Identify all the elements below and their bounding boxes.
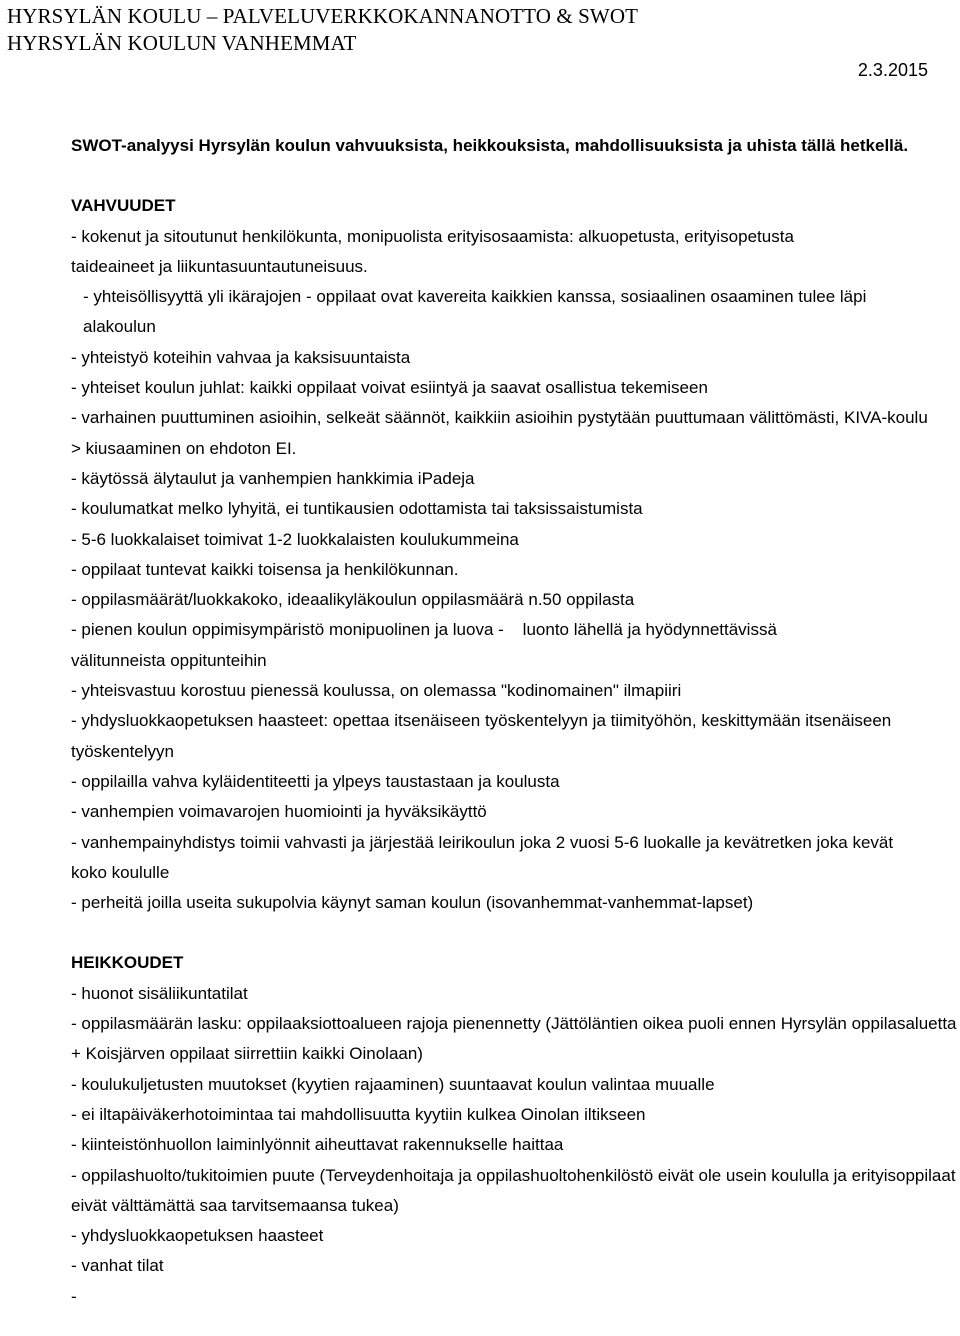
list-item: - yhteisvastuu korostuu pienessä koulussa, on olemassa "kodinomainen" ilmapiiri [71,681,682,701]
list-item: - koulukuljetusten muutokset (kyytien rajaaminen) suuntaavat koulun valintaa muualle [71,1074,715,1094]
document-body [71,131,960,1312]
list-item: - oppilailla vahva kyläidentiteetti ja ylpeys taustastaan ja koulusta [71,771,560,791]
document-header-title: HYRSYLÄN KOULU – PALVELUVERKKOKANNANOTTO & SWOT [7,4,639,28]
list-item: - kokenut ja sitoutunut henkilökunta, monipuolista erityisosaamista: alkuopetusta, erityisopetusta taideaineet ja liikuntasuuntautuneisuus. [71,226,794,276]
list-item: - yhdysluokkaopetuksen haasteet [71,1226,324,1246]
list-item: - kiinteistönhuollon laiminlyönnit aiheuttavat rakennukselle haittaa [71,1135,564,1155]
list-item: - pienen koulun oppimisympäristö monipuolinen ja luova - luonto lähellä ja hyödynnettävissä välitunneista oppitunteihin [71,620,782,670]
list-item: - perheitä joilla useita sukupolvia käynyt saman koulun (isovanhemmat-vanhemmat-lapset) [71,893,754,913]
document-header-subtitle: HYRSYLÄN KOULUN VANHEMMAT [7,31,357,55]
list-item: - yhteistyö koteihin vahvaa ja kaksisuuntaista [71,347,411,367]
list-item: - koulumatkat melko lyhyitä, ei tuntikausien odottamista tai taksissaistumista [71,499,643,519]
list-item: - varhainen puuttuminen asioihin, selkeät säännöt, kaikkiin asioihin pystytään puuttumaan välittömästi, KIVA-koulu > kiusaaminen on ehdoton EI. [71,408,928,458]
list-item: - käytössä älytaulut ja vanhempien hankkimia iPadeja [71,468,475,488]
list-item: - yhdysluokkaopetuksen haasteet: opettaa itsenäiseen työskentelyyn ja tiimityöhön, keskittymään itsenäiseen työskentelyyn [71,711,892,761]
list-item: - oppilasmäärän lasku: oppilaaksiottoalueen rajoja pienennetty (Jättöläntien oikea puoli ennen Hyrsylän oppilasaluetta + Koisjärven oppilaat siirrettiin kaikki Oinolaan) [71,1014,957,1064]
list-item: - vanhempainyhdistys toimii vahvasti ja järjestää leirikoulun joka 2 vuosi 5-6 luokalle ja kevätretken joka kevät koko koululle [71,832,894,882]
weaknesses-heading: HEIKKOUDET [71,953,184,973]
list-item: - 5-6 luokkalaiset toimivat 1-2 luokkalaisten koulukummeina [71,529,519,549]
list-item: - [71,1286,77,1306]
list-item: - huonot sisäliikuntatilat [71,983,248,1003]
list-item: - vanhat tilat [71,1256,164,1276]
document-title: SWOT-analyysi Hyrsylän koulun vahvuuksista, heikkouksista, mahdollisuuksista ja uhista tällä hetkellä. [71,136,909,155]
strengths-heading: VAHVUUDET [71,196,176,216]
list-item: - yhteisöllisyyttä yli ikärajojen - oppilaat ovat kavereita kaikkien kanssa, sosiaalinen osaaminen tulee läpi alakoulun [83,287,867,337]
list-item: - yhteiset koulun juhlat: kaikki oppilaat voivat esiintyä ja saavat osallistua tekemiseen [71,378,708,398]
document-date: 2.3.2015 [857,60,928,80]
list-item: - oppilashuolto/tukitoimien puute (Terveydenhoitaja ja oppilashuoltohenkilöstö eivät ole usein koululla ja erityisoppilaat eivät välttämättä saa tarvitsemaansa tukea) [71,1165,956,1215]
list-item: - ei iltapäiväkerhotoimintaa tai mahdollisuutta kyytiin kulkea Oinolan iltikseen [71,1104,646,1124]
list-item: - vanhempien voimavarojen huomiointi ja hyväksikäyttö [71,802,487,822]
list-item: - oppilaat tuntevat kaikki toisensa ja henkilökunnan. [71,559,459,579]
list-item: - oppilasmäärät/luokkakoko, ideaalikyläkoulun oppilasmäärä n.50 oppilasta [71,590,635,610]
